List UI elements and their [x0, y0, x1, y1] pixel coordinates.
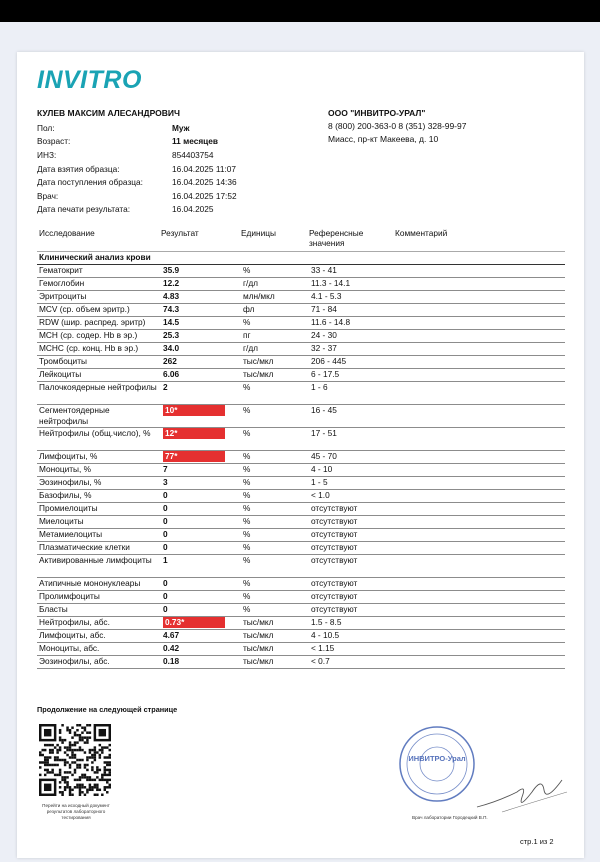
- test-units: тыс/мкл: [241, 656, 309, 669]
- table-row: [37, 330, 565, 343]
- test-name: Гематокрит: [37, 265, 161, 278]
- test-ref: 33 - 41: [309, 265, 397, 278]
- table-row: [37, 656, 565, 669]
- test-ref: 1 - 5: [309, 477, 397, 490]
- table-row: [37, 428, 565, 451]
- table-row: [37, 578, 565, 591]
- test-ref: < 0.7: [309, 656, 397, 669]
- test-units: %: [241, 529, 309, 542]
- section-row: [37, 251, 565, 265]
- info-label: Пол:: [37, 122, 55, 133]
- test-name: Промиелоциты: [37, 503, 161, 516]
- test-ref: 206 - 445: [309, 356, 397, 369]
- patient-info: [37, 121, 292, 216]
- info-value: 16.04.2025: [172, 204, 214, 215]
- stamp-caption: Врач лаборатории Городецкий В.П.: [412, 815, 488, 820]
- test-comment: [397, 477, 565, 490]
- test-units: млн/мкл: [241, 291, 309, 304]
- test-comment: [397, 516, 565, 529]
- stamp-text: ИНВИТРО-Урал: [408, 754, 466, 763]
- test-ref: отсутствуют: [309, 516, 397, 529]
- lab-name: ООО "ИНВИТРО-УРАЛ": [328, 108, 426, 118]
- test-comment: [397, 382, 565, 405]
- abnormal-flag: 10*: [163, 405, 225, 416]
- test-name: Нейтрофилы, абс.: [37, 617, 161, 630]
- table-row: [37, 617, 565, 630]
- table-header: [37, 225, 565, 252]
- test-result: 0: [161, 503, 241, 516]
- info-value: 16.04.2025 11:07: [172, 163, 236, 174]
- test-units: г/дл: [241, 343, 309, 356]
- continue-note: Продолжение на следующей странице: [37, 705, 178, 714]
- test-ref: отсутствуют: [309, 555, 397, 578]
- table-row: [37, 451, 565, 464]
- test-units: %: [241, 428, 309, 451]
- table-row: [37, 464, 565, 477]
- test-comment: [397, 555, 565, 578]
- test-ref: 32 - 37: [309, 343, 397, 356]
- test-comment: [397, 591, 565, 604]
- test-comment: [397, 304, 565, 317]
- test-comment: [397, 356, 565, 369]
- test-ref: отсутствуют: [309, 591, 397, 604]
- info-row: [37, 175, 292, 189]
- test-result: 12.2: [161, 278, 241, 291]
- test-result: 35.9: [161, 265, 241, 278]
- info-value: 854403754: [172, 149, 214, 160]
- test-ref: 17 - 51: [309, 428, 397, 451]
- header-comment: Комментарий: [395, 228, 448, 238]
- table-row: [37, 529, 565, 542]
- test-comment: [397, 542, 565, 555]
- test-name: MCHC (ср. конц. Hb в эр.): [37, 343, 161, 356]
- test-ref: 71 - 84: [309, 304, 397, 317]
- qr-code[interactable]: [39, 724, 111, 796]
- test-name: Лимфоциты, абс.: [37, 630, 161, 643]
- abnormal-flag: 0.73*: [163, 617, 225, 628]
- test-units: %: [241, 451, 309, 464]
- test-name: Эозинофилы, абс.: [37, 656, 161, 669]
- test-comment: [397, 630, 565, 643]
- patient-name: КУЛЕВ МАКСИМ АЛЕСАНДРОВИЧ: [37, 108, 181, 118]
- test-result: 262: [161, 356, 241, 369]
- header-ref: Референсные значения: [309, 228, 364, 248]
- test-units: пг: [241, 330, 309, 343]
- test-units: тыс/мкл: [241, 643, 309, 656]
- test-result: [161, 451, 241, 464]
- info-value: 16.04.2025 17:52: [172, 190, 237, 201]
- test-units: %: [241, 555, 309, 578]
- table-row: [37, 291, 565, 304]
- test-ref: 11.3 - 14.1: [309, 278, 397, 291]
- page-number: стр.1 из 2: [520, 837, 554, 846]
- test-result: 0: [161, 604, 241, 617]
- test-comment: [397, 428, 565, 451]
- info-row: [37, 148, 292, 162]
- test-name: Миелоциты: [37, 516, 161, 529]
- test-result: 0.42: [161, 643, 241, 656]
- test-result: 0.18: [161, 656, 241, 669]
- table-row: [37, 382, 565, 405]
- table-row: [37, 503, 565, 516]
- info-row: [37, 203, 292, 217]
- test-units: г/дл: [241, 278, 309, 291]
- test-units: %: [241, 265, 309, 278]
- test-ref: 4 - 10.5: [309, 630, 397, 643]
- test-comment: [397, 343, 565, 356]
- test-result: 0: [161, 516, 241, 529]
- test-units: %: [241, 464, 309, 477]
- test-units: %: [241, 542, 309, 555]
- test-result: [161, 428, 241, 451]
- test-comment: [397, 490, 565, 503]
- lab-phone: 8 (800) 200-363-0 8 (351) 328-99-97: [328, 121, 467, 131]
- test-ref: 24 - 30: [309, 330, 397, 343]
- test-result: 14.5: [161, 317, 241, 330]
- test-comment: [397, 656, 565, 669]
- test-result: 4.83: [161, 291, 241, 304]
- test-name: Нейтрофилы (общ.число), %: [37, 428, 161, 451]
- test-ref: 1 - 6: [309, 382, 397, 405]
- test-result: 0: [161, 542, 241, 555]
- test-name: Сегментоядерные нейтрофилы: [37, 405, 161, 428]
- test-comment: [397, 464, 565, 477]
- test-ref: 4 - 10: [309, 464, 397, 477]
- section-title: Клинический анализ крови: [37, 251, 565, 265]
- test-units: %: [241, 490, 309, 503]
- test-comment: [397, 291, 565, 304]
- test-name: Лимфоциты, %: [37, 451, 161, 464]
- test-ref: < 1.0: [309, 490, 397, 503]
- test-units: %: [241, 516, 309, 529]
- lab-address: Миасс, пр-кт Макеева, д. 10: [328, 134, 439, 144]
- header-test: Исследование: [39, 228, 95, 238]
- test-name: RDW (шир. распред. эритр): [37, 317, 161, 330]
- test-units: %: [241, 382, 309, 405]
- test-units: %: [241, 503, 309, 516]
- test-name: Бласты: [37, 604, 161, 617]
- abnormal-flag: 77*: [163, 451, 225, 462]
- test-name: Гемоглобин: [37, 278, 161, 291]
- table-row: [37, 477, 565, 490]
- test-name: Плазматические клетки: [37, 542, 161, 555]
- test-ref: 45 - 70: [309, 451, 397, 464]
- test-result: 7: [161, 464, 241, 477]
- header-units: Единицы: [241, 228, 276, 238]
- info-row: [37, 121, 292, 135]
- test-ref: < 1.15: [309, 643, 397, 656]
- test-result: 2: [161, 382, 241, 405]
- test-name: Тромбоциты: [37, 356, 161, 369]
- test-name: Атипичные мононуклеары: [37, 578, 161, 591]
- test-ref: отсутствуют: [309, 542, 397, 555]
- table-row: [37, 490, 565, 503]
- info-label: Дата печати результата:: [37, 204, 131, 215]
- invitro-logo: INVITRO: [37, 66, 142, 94]
- test-comment: [397, 617, 565, 630]
- table-row: [37, 356, 565, 369]
- table-row: [37, 343, 565, 356]
- test-comment: [397, 278, 565, 291]
- test-name: MCV (ср. объем эритр.): [37, 304, 161, 317]
- table-row: [37, 304, 565, 317]
- table-row: [37, 317, 565, 330]
- test-units: тыс/мкл: [241, 369, 309, 382]
- info-value: 11 месяцев: [172, 136, 218, 147]
- test-comment: [397, 578, 565, 591]
- table-row: [37, 604, 565, 617]
- test-ref: 6 - 17.5: [309, 369, 397, 382]
- info-label: Возраст:: [37, 136, 71, 147]
- info-row: [37, 135, 292, 149]
- test-name: Активированные лимфоциты: [37, 555, 161, 578]
- info-label: Дата взятия образца:: [37, 163, 120, 174]
- test-units: фл: [241, 304, 309, 317]
- test-ref: 16 - 45: [309, 405, 397, 428]
- test-result: 0: [161, 591, 241, 604]
- test-units: %: [241, 477, 309, 490]
- test-result: 4.67: [161, 630, 241, 643]
- test-comment: [397, 604, 565, 617]
- test-units: тыс/мкл: [241, 630, 309, 643]
- table-row: [37, 591, 565, 604]
- qr-caption: Перейти на исходный документ результатов лабораторного тестирования: [42, 803, 110, 820]
- test-comment: [397, 330, 565, 343]
- test-result: 34.0: [161, 343, 241, 356]
- info-value: 16.04.2025 14:36: [172, 177, 237, 188]
- test-comment: [397, 405, 565, 428]
- test-units: %: [241, 405, 309, 428]
- lab-stamp: [397, 724, 477, 804]
- table-row: [37, 555, 565, 578]
- table-row: [37, 278, 565, 291]
- test-comment: [397, 643, 565, 656]
- test-name: Базофилы, %: [37, 490, 161, 503]
- test-result: 0: [161, 529, 241, 542]
- test-name: Эозинофилы, %: [37, 477, 161, 490]
- test-ref: 4.1 - 5.3: [309, 291, 397, 304]
- table-row: [37, 265, 565, 278]
- info-value: Муж: [172, 122, 190, 133]
- lab-info: [328, 108, 466, 147]
- test-ref: 1.5 - 8.5: [309, 617, 397, 630]
- test-name: MCH (ср. содер. Hb в эр.): [37, 330, 161, 343]
- test-ref: отсутствуют: [309, 529, 397, 542]
- test-name: Моноциты, абс.: [37, 643, 161, 656]
- test-units: %: [241, 591, 309, 604]
- info-row: [37, 189, 292, 203]
- status-bar: [0, 0, 600, 22]
- test-result: 25.3: [161, 330, 241, 343]
- test-comment: [397, 503, 565, 516]
- info-label: ИНЗ:: [37, 149, 57, 160]
- test-ref: отсутствуют: [309, 604, 397, 617]
- test-result: 1: [161, 555, 241, 578]
- test-result: [161, 405, 241, 428]
- test-result: [161, 617, 241, 630]
- test-comment: [397, 317, 565, 330]
- test-result: 0: [161, 578, 241, 591]
- lab-report-page: [17, 52, 584, 858]
- test-name: Эритроциты: [37, 291, 161, 304]
- table-row: [37, 369, 565, 382]
- test-result: 74.3: [161, 304, 241, 317]
- info-label: Врач:: [37, 190, 59, 201]
- test-comment: [397, 451, 565, 464]
- test-units: %: [241, 317, 309, 330]
- test-result: 0: [161, 490, 241, 503]
- test-name: Пролимфоциты: [37, 591, 161, 604]
- test-name: Метамиелоциты: [37, 529, 161, 542]
- test-ref: 11.6 - 14.8: [309, 317, 397, 330]
- table-row: [37, 643, 565, 656]
- test-units: %: [241, 604, 309, 617]
- test-name: Моноциты, %: [37, 464, 161, 477]
- test-ref: отсутствуют: [309, 503, 397, 516]
- test-comment: [397, 369, 565, 382]
- header-result: Результат: [161, 228, 199, 238]
- test-comment: [397, 265, 565, 278]
- test-name: Палочкоядерные нейтрофилы: [37, 382, 161, 405]
- test-units: тыс/мкл: [241, 617, 309, 630]
- results-table: [37, 251, 565, 669]
- info-label: Дата поступления образца:: [37, 177, 143, 188]
- test-result: 3: [161, 477, 241, 490]
- test-comment: [397, 529, 565, 542]
- signature: [472, 762, 572, 822]
- test-units: тыс/мкл: [241, 356, 309, 369]
- table-row: [37, 405, 565, 428]
- test-units: %: [241, 578, 309, 591]
- test-result: 6.06: [161, 369, 241, 382]
- table-row: [37, 542, 565, 555]
- test-ref: отсутствуют: [309, 578, 397, 591]
- abnormal-flag: 12*: [163, 428, 225, 439]
- table-row: [37, 516, 565, 529]
- table-row: [37, 630, 565, 643]
- info-row: [37, 162, 292, 176]
- test-name: Лейкоциты: [37, 369, 161, 382]
